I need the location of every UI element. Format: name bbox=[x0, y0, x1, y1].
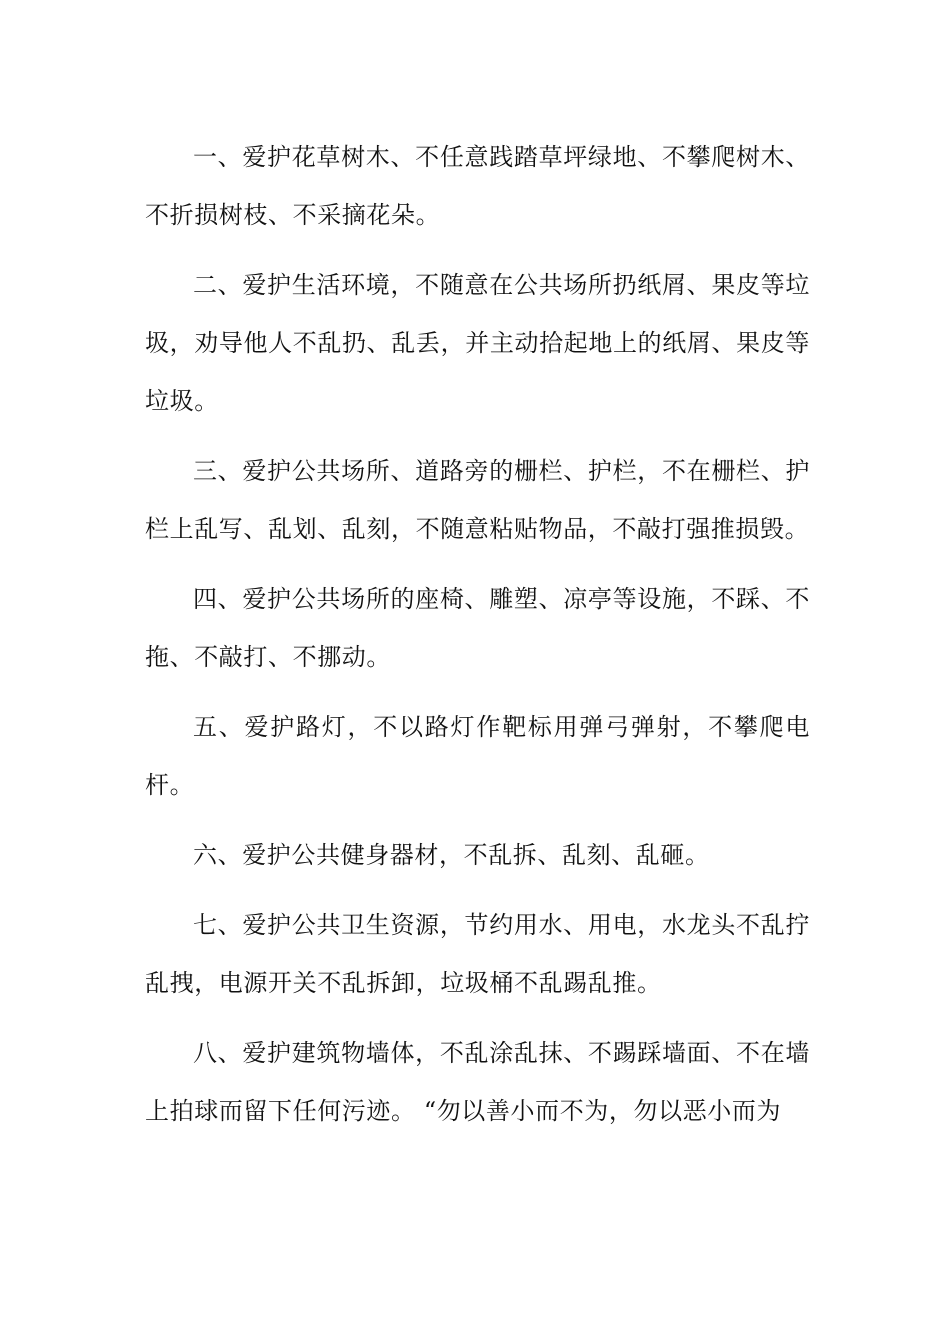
paragraph-3: 三、爱护公共场所、道路旁的栅栏、护栏，不在栅栏、护栏上乱写、乱划、乱刻，不随意粘贴物品，不敲打强推损毁。 bbox=[145, 457, 810, 543]
paragraph-1: 一、爱护花草树木、不任意践踏草坪绿地、不攀爬树木、不折损树枝、不采摘花朵。 bbox=[145, 143, 810, 229]
paragraph-8: 八、爱护建筑物墙体，不乱涂乱抹、不踢踩墙面、不在墙上拍球而留下任何污迹。 “勿以善小而不为，勿以恶小而为 bbox=[145, 1039, 810, 1125]
document-body bbox=[145, 128, 810, 1152]
paragraph-4: 四、爱护公共场所的座椅、雕塑、凉亭等设施，不踩、不拖、不敲打、不挪动。 bbox=[145, 585, 810, 671]
paragraph-2: 二、爱护生活环境，不随意在公共场所扔纸屑、果皮等垃圾，劝导他人不乱扔、乱丢，并主动拾起地上的纸屑、果皮等垃圾。 bbox=[145, 271, 810, 415]
paragraph-5: 五、爱护路灯，不以路灯作靶标用弹弓弹射，不攀爬电杆。 bbox=[145, 713, 810, 799]
paragraph-7: 七、爱护公共卫生资源，节约用水、用电，水龙头不乱拧乱拽，电源开关不乱拆卸，垃圾桶不乱踢乱推。 bbox=[145, 911, 810, 997]
paragraph-6: 六、爱护公共健身器材，不乱拆、乱刻、乱砸。 bbox=[193, 841, 710, 869]
